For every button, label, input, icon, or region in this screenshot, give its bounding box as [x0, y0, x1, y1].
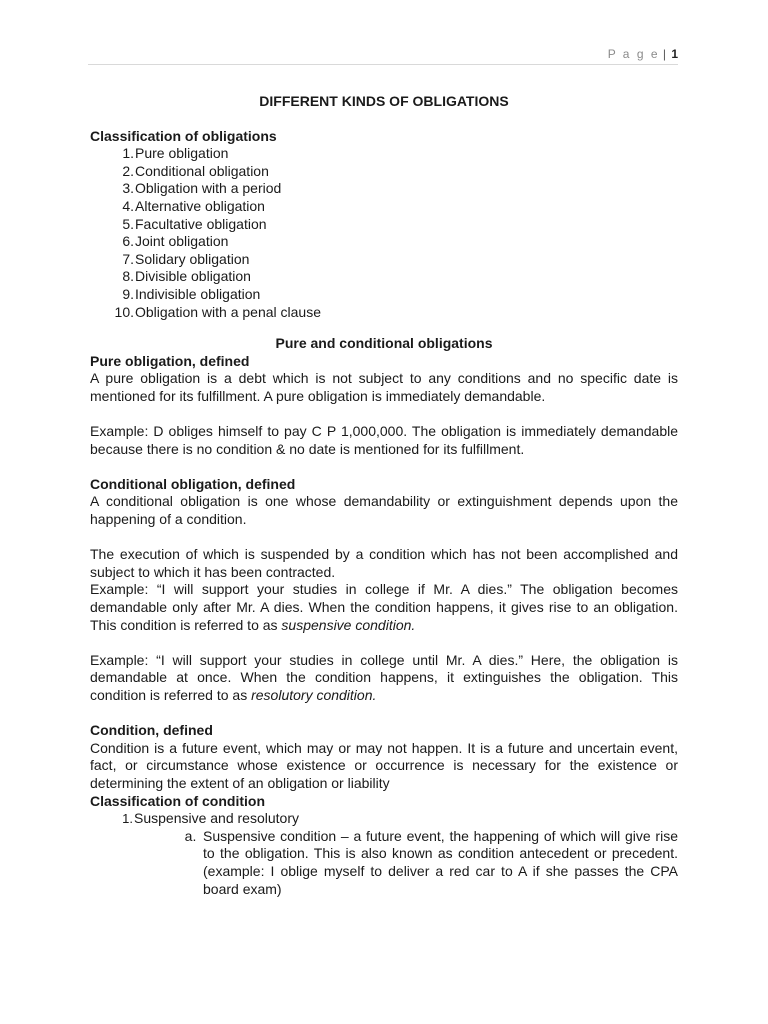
suspensive-term: suspensive condition. [281, 616, 416, 633]
section-title: Pure and conditional obligations [275, 335, 493, 352]
page-label: P a g e [607, 47, 660, 61]
conditional-example-1: Example: “I will support your studies in college if Mr. A dies.” The obligation becomes demandable only after Mr. A dies. When the condition happens, it gives rise to an obligation. This condition is referred to as suspensive condition. [90, 581, 678, 633]
classification-list [90, 145, 678, 321]
pure-heading: Pure obligation, defined [90, 352, 250, 369]
condition-classification-heading: Classification of condition [90, 792, 266, 809]
condition-heading: Condition, defined [90, 722, 213, 739]
list-item: 3. Obligation with a period [122, 180, 282, 197]
condition-definition: Condition is a future event, which may or may not happen. It is a future and uncertain event, fact, or circumstance whose existence or occurrence is necessary for the existence or determining the extent of an obligation or liability [90, 739, 678, 791]
pure-definition: A pure obligation is a debt which is not subject to any conditions and no specific date is mentioned for its fulfillment. A pure obligation is immediately demandable. [90, 370, 678, 404]
conditional-execution: The execution of which is suspended by a condition which has not been accomplished and subject to which it has been contracted. [90, 546, 678, 580]
conditional-definition: A conditional obligation is one whose demandability or extinguishment depends upon the happening of a condition. [90, 493, 678, 528]
page-header [88, 46, 678, 65]
page-separator: | [662, 47, 666, 61]
list-item: 7. Solidary obligation [122, 250, 250, 267]
list-item: 8. Divisible obligation [122, 268, 251, 285]
list-item: 1. Suspensive and resolutory [122, 810, 299, 827]
list-item: 10. Obligation with a penal clause [114, 303, 322, 320]
list-item: 9. Indivisible obligation [122, 285, 261, 302]
list-item: 6. Joint obligation [122, 233, 229, 250]
classification-heading: Classification of obligations [90, 127, 277, 144]
conditional-heading: Conditional obligation, defined [90, 475, 296, 492]
pure-example: Example: D obliges himself to pay C P 1,000,000. The obligation is immediately demandable because there is no condition & no date is mentioned for its fulfillment. [90, 423, 678, 457]
document-body [90, 93, 678, 898]
list-item: 2. Conditional obligation [122, 162, 269, 179]
list-item: 4. Alternative obligation [122, 197, 265, 214]
list-item: 5. Facultative obligation [122, 215, 267, 232]
page-number: 1 [671, 47, 678, 61]
list-item: 1. Pure obligation [122, 145, 229, 162]
list-item: a. Suspensive condition – a future event, the happening of which will give rise to the obligation. This is also known as condition antecedent or precedent. (example: I oblige myself to deliver a red car to A if she passes the CPA board exam) [184, 827, 678, 897]
conditional-example-2: Example: “I will support your studies in college until Mr. A dies.” Here, the obligation is demandable at once. When the condition happens, it extinguishes the obligation. This condition is referred to as resolutory condition. [90, 651, 678, 703]
document-title: DIFFERENT KINDS OF OBLIGATIONS [259, 93, 509, 109]
resolutory-term: resolutory condition. [251, 687, 377, 703]
